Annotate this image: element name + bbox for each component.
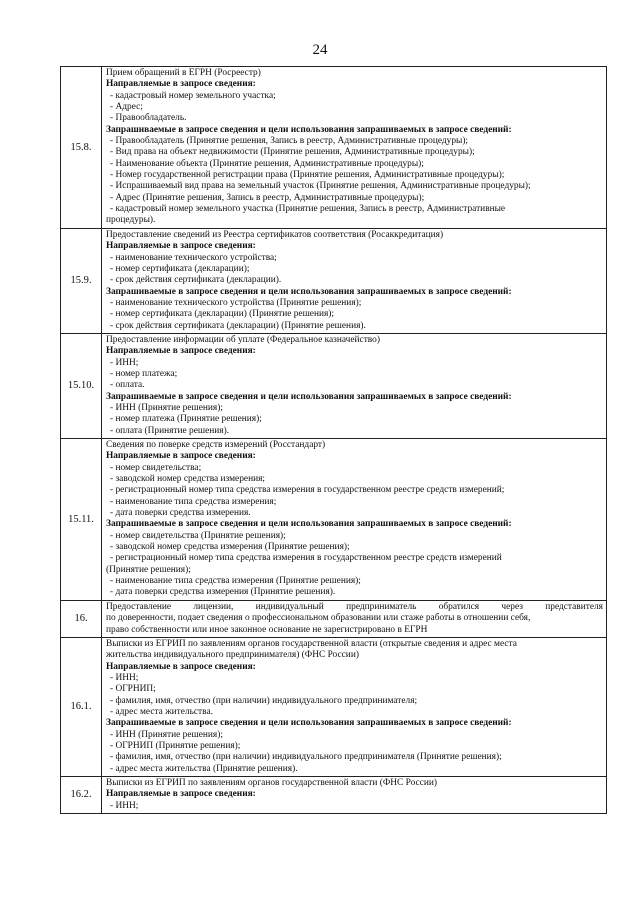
row-content [102, 600, 607, 637]
row-number: 16.2. [61, 776, 102, 813]
table-row [61, 228, 607, 333]
list-item: - срок действия сертификата (декларации). [106, 275, 603, 286]
list-item: - Наименование объекта (Принятие решения, Административные процедуры); [106, 159, 603, 170]
row-content [102, 439, 607, 601]
list-item: - номер сертификата (декларации) (Принятие решения); [106, 309, 603, 320]
list-item: - номер сертификата (декларации); [106, 264, 603, 275]
row-number: 15.8. [61, 67, 102, 229]
list-item: - фамилия, имя, отчество (при наличии) индивидуального предпринимателя; [106, 696, 603, 707]
list-item: - ИНН (Принятие решения); [106, 403, 603, 414]
section-heading: Запрашиваемые в запросе сведения и цели использования запрашиваемых в запросе сведений: [106, 124, 512, 135]
row-content [102, 637, 607, 776]
text-line: жительства индивидуального предпринимателя) (ФНС России) [106, 650, 359, 661]
list-item: - адрес места жительства. [106, 707, 603, 718]
list-item: - Испрашиваемый вид права на земельный участок (Принятие решения, Административные процедуры); [106, 181, 603, 192]
list-item: - ИНН; [106, 801, 603, 812]
list-item: - заводской номер средства измерения (Принятие решения); [106, 542, 603, 553]
list-item: - наименование типа средства измерения (Принятие решения); [106, 576, 603, 587]
table-body [61, 67, 607, 814]
table-row [61, 637, 607, 776]
row-content [102, 333, 607, 438]
list-item: - кадастровый номер земельного участка; [106, 91, 603, 102]
list-item: - наименование технического устройства; [106, 253, 603, 264]
section-heading: Запрашиваемые в запросе сведения и цели использования запрашиваемых в запросе сведений: [106, 391, 512, 402]
row-number: 15.11. [61, 439, 102, 601]
text-line: Прием обращений в ЕГРН (Росреестр) [106, 68, 261, 78]
table-row [61, 333, 607, 438]
list-item: - оплата (Принятие решения). [106, 426, 603, 437]
list-item: - номер платежа (Принятие решения); [106, 414, 603, 425]
table-row [61, 439, 607, 601]
list-item: - номер свидетельства (Принятие решения); [106, 531, 603, 542]
list-item: - наименование технического устройства (Принятие решения); [106, 298, 603, 309]
row-content [102, 228, 607, 333]
list-item: - заводской номер средства измерения; [106, 474, 603, 485]
text-line: Предоставление сведений из Реестра сертификатов соответствия (Росаккредитация) [106, 229, 444, 240]
section-heading: Направляемые в запросе сведения: [106, 346, 256, 357]
list-item: - дата поверки средства измерения. [106, 508, 603, 519]
section-heading: Направляемые в запросе сведения: [106, 661, 256, 672]
page-number: 24 [312, 42, 328, 58]
section-heading: Запрашиваемые в запросе сведения и цели использования запрашиваемых в запросе сведений: [106, 718, 512, 729]
text-line: процедуры). [106, 215, 156, 226]
row-number: 16. [61, 600, 102, 637]
list-item: - срок действия сертификата (декларации) (Принятие решения). [106, 321, 603, 332]
text-line: Сведения по поверке средств измерений (Росстандарт) [106, 440, 326, 450]
list-item: - номер платежа; [106, 369, 603, 380]
list-item: - Правообладатель. [106, 113, 603, 124]
row-content [102, 67, 607, 229]
row-number: 15.10. [61, 333, 102, 438]
list-item: - ИНН; [106, 673, 603, 684]
text-line: (Принятие решения); [106, 564, 191, 575]
text-line: Предоставление информации об уплате (Федеральное казначейство) [106, 334, 380, 345]
table-row [61, 600, 607, 637]
requirements-table [60, 66, 607, 814]
list-item: - Адрес (Принятие решения, Запись в реестр, Административные процедуры); [106, 193, 603, 204]
list-item: - регистрационный номер типа средства измерения в государственном реестре средств измерений; [106, 485, 603, 496]
list-item: - Номер государственной регистрации права (Принятие решения, Административные процедуры); [106, 170, 603, 181]
row-number: 15.9. [61, 228, 102, 333]
section-heading: Направляемые в запросе сведения: [106, 79, 256, 90]
list-item: - ОГРНИП; [106, 684, 603, 695]
row-content [102, 776, 607, 813]
text-line: Выписки из ЕГРИП по заявлениям органов государственной власти (открытые сведения и адрес места [106, 638, 517, 649]
section-heading: Направляемые в запросе сведения: [106, 451, 256, 462]
section-heading: Запрашиваемые в запросе сведения и цели использования запрашиваемых в запросе сведений: [106, 519, 512, 530]
section-heading: Направляемые в запросе сведения: [106, 241, 256, 252]
text-line: по доверенности, подает сведения о профессиональном образовании или стаже работы в отношении себя, [106, 613, 531, 624]
text-line: право собственности или иное законное основание не зарегистрировано в ЕГРН [106, 624, 428, 635]
list-item: - кадастровый номер земельного участка (Принятие решения, Запись в реестр, Административные [106, 204, 603, 215]
list-item: - Адрес; [106, 102, 603, 113]
list-item: - регистрационный номер типа средства измерения в государственном реестре средств измерений [106, 553, 603, 564]
section-heading: Направляемые в запросе сведения: [106, 789, 256, 800]
list-item: - ИНН; [106, 358, 603, 369]
list-item: - оплата. [106, 380, 603, 391]
list-item: - Вид права на объект недвижимости (Принятие решения, Административные процедуры); [106, 147, 603, 158]
section-heading: Запрашиваемые в запросе сведения и цели использования запрашиваемых в запросе сведений: [106, 286, 512, 297]
list-item: - дата поверки средства измерения (Принятие решения). [106, 587, 603, 598]
list-item: - фамилия, имя, отчество (при наличии) индивидуального предпринимателя (Принятие решения); [106, 752, 603, 763]
text-line: Предоставление лицензии, индивидуальный предприниматель обратился через представителя [106, 601, 603, 612]
list-item: - ИНН (Принятие решения); [106, 730, 603, 741]
list-item: - номер свидетельства; [106, 463, 603, 474]
list-item: - адрес места жительства (Принятие решения). [106, 764, 603, 775]
table-row [61, 776, 607, 813]
list-item: - Правообладатель (Принятие решения, Запись в реестр, Административные процедуры); [106, 136, 603, 147]
list-item: - ОГРНИП (Принятие решения); [106, 741, 603, 752]
row-number: 16.1. [61, 637, 102, 776]
text-line: Выписки из ЕГРИП по заявлениям органов государственной власти (ФНС России) [106, 777, 438, 788]
list-item: - наименование типа средства измерения; [106, 497, 603, 508]
table-row [61, 67, 607, 229]
